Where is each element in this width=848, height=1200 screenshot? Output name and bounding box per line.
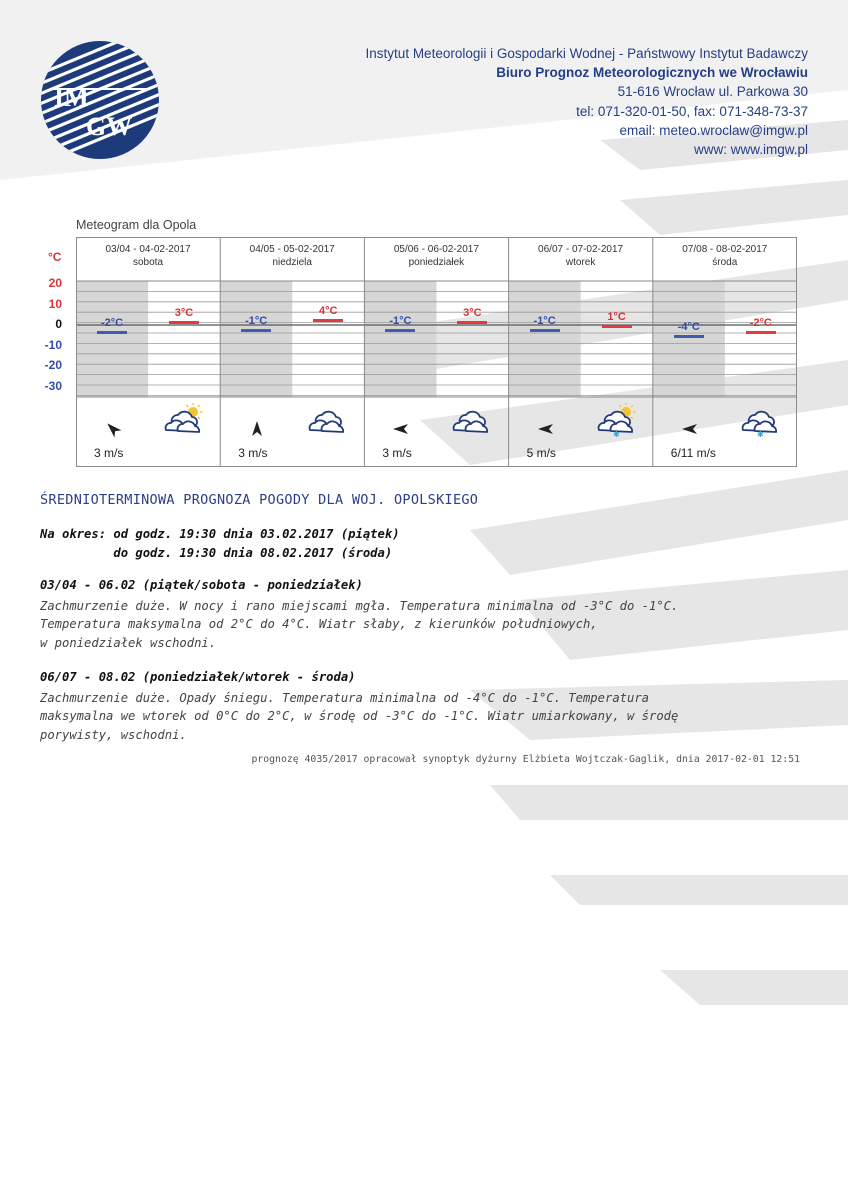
wind-speed: 6/11 m/s	[670, 446, 716, 460]
block-1-line: w poniedziałek wschodni.	[40, 635, 217, 650]
min-temp-bar	[530, 329, 560, 332]
min-temp-bar	[241, 329, 271, 332]
day-weekday: wtorek	[565, 257, 596, 268]
day-date-range: 04/05 - 05-02-2017	[249, 244, 335, 255]
snow-cloud-sun-icon	[595, 403, 639, 437]
day-column	[653, 237, 797, 467]
max-temp-label: 3°C	[463, 306, 482, 319]
meteogram	[76, 237, 797, 467]
day-column	[220, 237, 364, 467]
y-tick-label: -10	[44, 337, 62, 352]
block-2-line: porywisty, wschodni.	[40, 727, 187, 742]
block-2-line: Zachmurzenie duże. Opady śniegu. Temperatura minimalna od -4°C do -1°C. Temperatura	[40, 691, 650, 705]
svg-text:GW: GW	[86, 112, 133, 141]
svg-text:✱: ✱	[612, 430, 620, 437]
period-to: do godz. 19:30 dnia 08.02.2017 (środa)	[40, 546, 393, 560]
meteogram-title: Meteogram dla Opola	[76, 218, 197, 232]
day-weekday: sobota	[132, 257, 164, 268]
snow-cloud-icon	[739, 403, 783, 437]
block-1-title: 03/04 - 06.02 (piątek/sobota - poniedziałek)	[40, 578, 363, 592]
forecaster-footer: prognozę 4035/2017 opracował synoptyk dyżurny Elżbieta Wojtczak-Gaglik, dnia 2017-02-01 12:51	[251, 754, 800, 765]
day-header	[364, 237, 508, 281]
day-column	[76, 237, 220, 467]
day-weekday: środa	[712, 257, 738, 268]
wind-direction-icon	[248, 420, 266, 438]
min-temp-bar	[674, 335, 704, 338]
y-tick-label: 10	[48, 296, 62, 311]
y-tick-label: -20	[44, 358, 62, 372]
block-1-text	[40, 597, 820, 652]
y-tick-label: 0	[55, 317, 62, 331]
cloudy-icon	[306, 403, 350, 437]
day-column	[509, 237, 653, 467]
block-2-title: 06/07 - 08.02 (poniedziałek/wtorek - środa)	[40, 670, 356, 684]
period-from: Na okres: od godz. 19:30 dnia 03.02.2017 (piątek)	[40, 527, 400, 541]
min-temp-bar	[97, 331, 127, 334]
max-temp-bar	[169, 321, 199, 324]
address: 51-616 Wrocław ul. Parkowa 30	[617, 84, 808, 100]
wind-speed: 3 m/s	[238, 446, 268, 460]
institute-name: Instytut Meteorologii i Gospodarki Wodnej - Państwowy Instytut Badawczy	[365, 46, 808, 61]
temperature-unit: °C	[48, 250, 62, 264]
institute-header	[366, 44, 808, 159]
max-temp-label: 3°C	[174, 306, 194, 319]
wind-direction-icon	[537, 420, 555, 438]
max-temp-label: 1°C	[607, 310, 626, 323]
min-temp-label: -1°C	[533, 315, 556, 328]
block-1-line: Zachmurzenie duże. W nocy i rano miejscami mgła. Temperatura minimalna od -3°C do -1°C.	[40, 599, 679, 613]
block-2-line: maksymalna we wtorek od 0°C do 2°C, w środę od -3°C do -1°C. Wiatr umiarkowany, w środę	[40, 709, 679, 724]
max-temp-bar	[313, 319, 343, 322]
email[interactable]: email: meteo.wroclaw@imgw.pl	[619, 122, 808, 138]
wind-direction-icon	[104, 420, 122, 438]
max-temp-bar	[457, 321, 487, 324]
forecast-title: ŚREDNIOTERMINOWA PROGNOZA POGODY DLA WOJ. OPOLSKIEGO	[40, 492, 479, 508]
y-tick-label: -30	[44, 378, 62, 393]
wind-speed: 5 m/s	[526, 446, 556, 460]
min-temp-label: -2°C	[100, 317, 124, 330]
day-weekday: niedziela	[272, 257, 312, 268]
imgw-logo	[40, 40, 160, 160]
y-tick-label: 20	[48, 276, 62, 290]
partly-cloudy-sun-icon	[162, 403, 206, 437]
day-date-range: 07/08 - 08-02-2017	[682, 244, 768, 255]
wind-speed: 3 m/s	[382, 446, 412, 460]
day-weekday: poniedziałek	[408, 257, 465, 268]
max-temp-bar	[602, 325, 632, 328]
svg-text:IM: IM	[54, 83, 89, 112]
wind-direction-icon	[681, 420, 699, 438]
max-temp-label: -2°C	[749, 317, 772, 330]
office-name: Biuro Prognoz Meteorologicznych we Wrocławiu	[496, 65, 808, 81]
min-temp-label: -1°C	[389, 315, 412, 328]
min-temp-label: -1°C	[245, 315, 268, 328]
cloudy-icon	[450, 403, 494, 437]
day-date-range: 06/07 - 07-02-2017	[538, 244, 624, 255]
day-header	[76, 237, 220, 281]
day-date-range: 05/06 - 06-02-2017	[393, 244, 479, 255]
max-temp-label: 4°C	[318, 304, 338, 317]
wind-speed: 3 m/s	[94, 446, 124, 460]
day-column	[364, 237, 508, 467]
block-2-text	[40, 689, 820, 744]
phone-fax: tel: 071-320-01-50, fax: 071-348-73-37	[576, 103, 808, 119]
wind-direction-icon	[392, 420, 410, 438]
day-header	[653, 237, 797, 281]
day-header	[220, 237, 364, 281]
min-temp-bar	[385, 329, 415, 332]
svg-text:✱: ✱	[756, 430, 764, 437]
max-temp-bar	[746, 331, 776, 334]
day-date-range: 03/04 - 04-02-2017	[105, 244, 191, 255]
website[interactable]: www: www.imgw.pl	[693, 142, 808, 158]
min-temp-label: -4°C	[677, 321, 700, 334]
block-1-line: Temperatura maksymalna od 2°C do 4°C. Wiatr słaby, z kierunków południowych,	[40, 617, 598, 632]
day-header	[509, 237, 653, 281]
